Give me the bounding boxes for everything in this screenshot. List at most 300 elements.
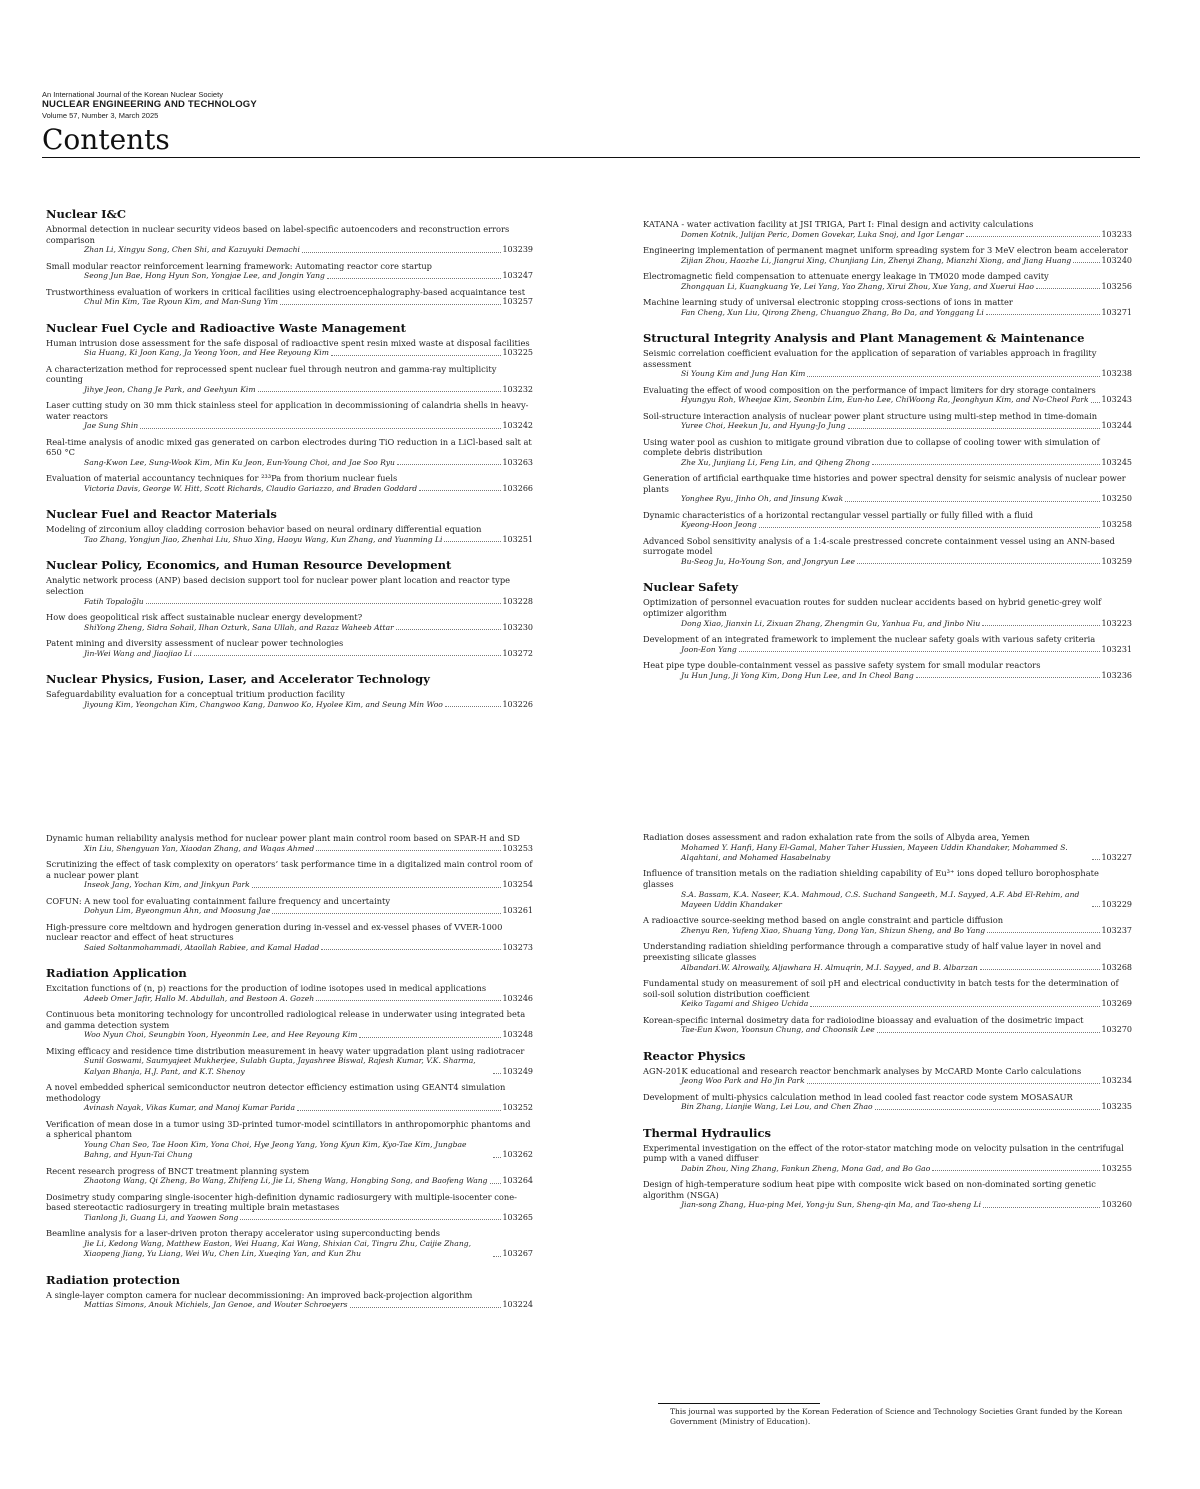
article-entry[interactable] bbox=[643, 1066, 1132, 1087]
article-entry[interactable] bbox=[46, 833, 533, 854]
article-entry[interactable] bbox=[643, 297, 1132, 318]
article-title[interactable]: Engineering implementation of permanent magnet uniform spreading system for 3 MeV electron beam accelerator bbox=[643, 245, 1128, 255]
article-authors: Victoria Davis, George W. Hitt, Scott Richards, Claudio Gariazzo, and Braden Goddard bbox=[84, 483, 418, 493]
section-heading: Nuclear Physics, Fusion, Laser, and Accelerator Technology bbox=[46, 671, 430, 686]
article-page-number[interactable]: 103256 bbox=[1101, 281, 1132, 291]
article-title[interactable]: Dynamic human reliability analysis method for nuclear power plant main control room based on SPAR-H and SD bbox=[46, 833, 520, 843]
article-entry[interactable] bbox=[46, 638, 533, 659]
article-entry[interactable] bbox=[46, 400, 533, 432]
article-page-number[interactable]: 103227 bbox=[1101, 853, 1132, 862]
dot-leader bbox=[240, 1219, 501, 1220]
section-heading: Nuclear I&C bbox=[46, 207, 126, 221]
article-entry[interactable] bbox=[46, 689, 533, 710]
article-title[interactable]: Mixing efficacy and residence time distribution measurement in heavy water upgradation plant using radiotracer bbox=[46, 1045, 525, 1056]
dot-leader bbox=[321, 949, 501, 950]
article-authors: Zhan Li, Xingyu Song, Chen Shi, and Kazuyuki Demachi bbox=[84, 245, 300, 255]
article-byline bbox=[46, 271, 533, 281]
article-page-number[interactable]: 103258 bbox=[1101, 520, 1132, 530]
article-page-number[interactable]: 103250 bbox=[1101, 494, 1132, 504]
article-byline bbox=[643, 520, 1132, 530]
article-page-number[interactable]: 103257 bbox=[502, 297, 533, 307]
article-entry[interactable] bbox=[643, 660, 1132, 681]
article-entry[interactable] bbox=[46, 1082, 533, 1114]
article-entry[interactable] bbox=[643, 915, 1132, 936]
article-page-number[interactable]: 103239 bbox=[502, 245, 533, 255]
article-entry[interactable] bbox=[46, 524, 533, 545]
article-title[interactable]: Design of high-temperature sodium heat pipe with composite wick based on non-dominated sorting genetic algorithm (NSGA) bbox=[643, 1179, 1096, 1200]
article-byline bbox=[643, 421, 1132, 431]
dot-leader bbox=[445, 706, 502, 707]
article-title[interactable]: Fundamental study on measurement of soil pH and electrical conductivity in batch tests for the determination of soil-soil solution distribution coefficient bbox=[643, 978, 1119, 999]
article-page-number[interactable]: 103244 bbox=[1101, 421, 1132, 431]
article-authors: Sang-Kwon Lee, Sung-Wook Kim, Min Ku Jeon, Eun-Young Choi, and Jae Soo Ryu bbox=[84, 457, 395, 467]
article-entry[interactable] bbox=[643, 868, 1132, 910]
dot-leader bbox=[872, 464, 1101, 465]
article-authors: Zhenyu Ren, Yufeng Xiao, Shuang Yang, Dong Yan, Shizun Sheng, and Bo Yang bbox=[681, 926, 986, 935]
article-entry[interactable] bbox=[643, 978, 1132, 1010]
dot-leader bbox=[493, 1073, 501, 1074]
article-page-number[interactable]: 103248 bbox=[502, 1030, 533, 1040]
dot-leader bbox=[810, 1006, 1100, 1007]
article-entry[interactable] bbox=[46, 1119, 533, 1161]
article-page-number[interactable]: 103230 bbox=[502, 622, 533, 632]
article-title[interactable]: High-pressure core meltdown and hydrogen generation during in-vessel and ex-vessel phases of VVER-1000 nuclear reactor and effect of heat structures bbox=[46, 921, 503, 943]
dot-leader bbox=[396, 629, 502, 630]
article-byline bbox=[643, 619, 1132, 629]
article-byline bbox=[643, 843, 1132, 864]
dot-leader bbox=[982, 625, 1100, 626]
article-title[interactable]: AGN-201K educational and research reactor benchmark analyses by McCARD Monte Carlo calculations bbox=[643, 1065, 1082, 1076]
article-authors: Jie Li, Kedong Wang, Matthew Easton, Wei Huang, Kai Wang, Shixian Cai, Tingru Zhu, Caijie Zhang, Xiaopeng Jiang, Yu Liang, Wei Wu, Chen Lin, Xueqing Yan, and Kun Zhu bbox=[84, 1238, 471, 1259]
article-entry[interactable] bbox=[46, 983, 533, 1004]
article-title[interactable]: Abnormal detection in nuclear security videos based on label-specific autoencoders and reconstruction errors comparison bbox=[46, 224, 510, 245]
article-page-number[interactable]: 103228 bbox=[502, 596, 533, 606]
section-heading: Reactor Physics bbox=[643, 1048, 746, 1063]
article-title[interactable]: Advanced Sobol sensitivity analysis of a 1:4-scale prestressed concrete containment vessel using an ANN-based surrogate model bbox=[643, 535, 1115, 557]
article-byline bbox=[46, 1056, 533, 1077]
article-byline bbox=[643, 1200, 1132, 1210]
column-bottom-right bbox=[643, 832, 1132, 1216]
article-page-number[interactable]: 103253 bbox=[502, 843, 533, 853]
article-title[interactable]: Real-time analysis of anodic mixed gas generated on carbon electrodes during TiO reduction in a LiCl-based salt at 650 °C bbox=[46, 436, 532, 458]
article-entry[interactable] bbox=[643, 437, 1132, 469]
article-byline bbox=[46, 1103, 533, 1113]
article-page-number[interactable]: 103252 bbox=[502, 1103, 533, 1113]
article-entry[interactable] bbox=[643, 634, 1132, 655]
dot-leader bbox=[739, 651, 1101, 652]
article-byline bbox=[46, 1239, 533, 1260]
article-entry[interactable] bbox=[643, 510, 1132, 531]
article-title[interactable]: Generation of artificial earthquake time histories and power spectral density for seismic analysis of nuclear power plants bbox=[643, 473, 1126, 494]
article-page-number[interactable]: 103270 bbox=[1101, 1025, 1132, 1035]
column-top-right bbox=[643, 219, 1132, 686]
dot-leader bbox=[1092, 859, 1100, 860]
article-page-number[interactable]: 103254 bbox=[502, 880, 533, 890]
article-entry[interactable] bbox=[643, 411, 1132, 432]
article-title[interactable]: Understanding radiation shielding performance through a comparative study of half value layer in novel and preexisting silicate glasses bbox=[643, 941, 1102, 962]
article-title[interactable]: Electromagnetic field compensation to attenuate energy leakage in TM020 mode damped cavity bbox=[643, 271, 1049, 281]
article-page-number[interactable]: 103223 bbox=[1101, 618, 1132, 628]
article-byline bbox=[643, 458, 1132, 468]
journal-header bbox=[42, 90, 1140, 157]
dot-leader bbox=[316, 1000, 501, 1001]
article-byline bbox=[46, 348, 533, 358]
article-byline bbox=[46, 297, 533, 307]
article-byline bbox=[46, 1030, 533, 1040]
article-title[interactable]: Seismic correlation coefficient evaluation for the application of separation of variables approach in fragility assessment bbox=[643, 348, 1097, 369]
article-entry[interactable] bbox=[46, 1046, 533, 1077]
article-byline bbox=[643, 308, 1132, 318]
article-authors: Tianlong Ji, Guang Li, and Yaowen Song bbox=[84, 1212, 239, 1222]
article-title[interactable]: Using water pool as cushion to mitigate ground vibration due to collapse of cooling tower with simulation of complete debris distribution bbox=[643, 436, 1100, 458]
journal-name: NUCLEAR ENGINEERING AND TECHNOLOGY bbox=[42, 99, 257, 110]
article-entry[interactable] bbox=[46, 1166, 533, 1187]
article-byline bbox=[643, 645, 1132, 655]
article-authors: Albandari.W. Alrowaily, Aljawhara H. Almuqrin, M.I. Sayyed, and B. Albarzan bbox=[681, 962, 978, 972]
section-heading: Thermal Hydraulics bbox=[643, 1125, 771, 1140]
dot-leader bbox=[419, 490, 501, 491]
dot-leader bbox=[302, 252, 501, 253]
article-byline bbox=[643, 494, 1132, 504]
dot-leader bbox=[848, 428, 1101, 429]
article-entry[interactable] bbox=[46, 575, 533, 607]
article-title[interactable]: A single-layer compton camera for nuclear decommissioning: An improved back-projection algorithm bbox=[46, 1289, 473, 1300]
article-title[interactable]: How does geopolitical risk affect sustainable nuclear energy development? bbox=[46, 611, 363, 622]
article-authors: Dabin Zhou, Ning Zhang, Fankun Zheng, Mona Gad, and Bo Gao bbox=[681, 1163, 931, 1173]
article-authors: Jian-song Zhang, Hua-ping Mei, Yong-ju Sun, Sheng-qin Ma, and Tao-sheng Li bbox=[681, 1200, 982, 1210]
column-top-left bbox=[46, 207, 533, 715]
article-byline bbox=[643, 395, 1132, 405]
article-title[interactable]: Soil-structure interaction analysis of nuclear power plant structure using multi-step method in time-domain bbox=[643, 410, 1098, 421]
dot-leader bbox=[916, 677, 1101, 678]
page-title: Contents bbox=[42, 123, 170, 156]
article-entry[interactable] bbox=[643, 348, 1132, 380]
article-entry[interactable] bbox=[46, 473, 533, 494]
article-page-number[interactable]: 103264 bbox=[502, 1176, 533, 1186]
dot-leader bbox=[1073, 262, 1100, 263]
dot-leader bbox=[875, 1109, 1101, 1110]
section-heading: Nuclear Fuel and Reactor Materials bbox=[46, 507, 277, 522]
article-authors: Chul Min Kim, Tae Ryoun Kim, and Man-Sung Yim bbox=[84, 297, 278, 307]
article-byline bbox=[46, 1176, 533, 1186]
dot-leader bbox=[857, 563, 1101, 564]
article-page-number[interactable]: 103242 bbox=[502, 421, 533, 431]
dot-leader bbox=[327, 278, 502, 279]
article-authors: Joon-Eon Yang bbox=[681, 644, 737, 654]
article-byline bbox=[643, 282, 1132, 292]
article-entry[interactable] bbox=[46, 1009, 533, 1041]
article-byline bbox=[643, 1102, 1132, 1112]
volume-info: Volume 57, Number 3, March 2025 bbox=[42, 111, 159, 120]
article-byline bbox=[46, 1140, 533, 1161]
article-page-number[interactable]: 103237 bbox=[1101, 926, 1132, 935]
dot-leader bbox=[280, 304, 501, 305]
article-entry[interactable] bbox=[46, 922, 533, 954]
article-entry[interactable] bbox=[643, 941, 1132, 973]
article-page-number[interactable]: 103255 bbox=[1101, 1163, 1132, 1173]
article-byline bbox=[46, 1213, 533, 1223]
article-authors: Sunil Goswami, Saumyajeet Mukherjee, Sulabh Gupta, Jayashree Biswal, Rajesh Kumar, V.K. Sharma, Kalyan Bhanja, H.J. Pant, and K.T. Shenoy bbox=[84, 1056, 476, 1076]
article-authors: Jiyoung Kim, Yeongchan Kim, Changwoo Kang, Danwoo Ko, Hyolee Kim, and Seung Min Woo bbox=[84, 699, 443, 709]
footnote-divider bbox=[658, 1403, 820, 1404]
article-page-number[interactable]: 103260 bbox=[1101, 1200, 1132, 1210]
dot-leader bbox=[331, 355, 502, 356]
dot-leader bbox=[359, 1037, 501, 1038]
article-authors: Hyungyu Roh, Wheejae Kim, Seonbin Lim, Eun-ho Lee, ChiWoong Ra, Jeonghyun Kim, and No-Cheol Park bbox=[681, 395, 1089, 405]
article-authors: Yonghee Ryu, Jinho Oh, and Jinsung Kwak bbox=[681, 494, 844, 504]
article-page-number[interactable]: 103235 bbox=[1101, 1102, 1132, 1112]
article-page-number[interactable]: 103245 bbox=[1101, 457, 1132, 467]
dot-leader bbox=[966, 236, 1101, 237]
article-title[interactable]: Evaluating the effect of wood composition on the performance of impact limiters for dry storage containers bbox=[643, 384, 1096, 395]
dot-leader bbox=[493, 1256, 501, 1257]
article-page-number[interactable]: 103262 bbox=[502, 1150, 533, 1160]
article-byline bbox=[46, 385, 533, 395]
article-entry[interactable] bbox=[46, 859, 533, 891]
article-page-number[interactable]: 103226 bbox=[502, 699, 533, 709]
dot-leader bbox=[316, 850, 501, 851]
dot-leader bbox=[444, 541, 501, 542]
dot-leader bbox=[986, 314, 1101, 315]
article-title[interactable]: Scrutinizing the effect of task complexity on operators’ task performance time in a digitalized main control room of a nuclear power plant bbox=[46, 859, 533, 880]
article-page-number[interactable]: 103233 bbox=[1101, 229, 1132, 239]
article-authors: Avinash Nayak, Vikas Kumar, and Manoj Kumar Parida bbox=[84, 1103, 296, 1113]
article-entry[interactable] bbox=[643, 271, 1132, 292]
article-entry[interactable] bbox=[643, 832, 1132, 863]
article-byline bbox=[643, 1164, 1132, 1174]
article-authors: Xin Liu, Shengyuan Yan, Xiaodan Zhang, and Waqas Ahmed bbox=[84, 843, 315, 853]
article-authors: Zhe Xu, Junjiang Li, Feng Lin, and Qiheng Zhong bbox=[681, 457, 870, 467]
article-title[interactable]: COFUN: A new tool for evaluating containment failure frequency and uncertainty bbox=[46, 895, 391, 906]
article-page-number[interactable]: 103272 bbox=[502, 648, 533, 658]
article-byline bbox=[46, 421, 533, 431]
article-title[interactable]: Verification of mean dose in a tumor using 3D-printed tumor-model scintillators in anthropomorphic phantoms and a spherical phantom bbox=[46, 1118, 531, 1140]
section-heading: Nuclear Fuel Cycle and Radioactive Waste Management bbox=[46, 320, 406, 335]
article-page-number[interactable]: 103236 bbox=[1101, 670, 1132, 680]
article-byline bbox=[46, 458, 533, 468]
article-title[interactable]: Machine learning study of universal electronic stopping cross-sections of ions in matter bbox=[643, 297, 1013, 307]
article-title[interactable]: A characterization method for reprocessed spent nuclear fuel through neutron and gamma-ray multiplicity counting bbox=[46, 363, 497, 385]
article-entry[interactable] bbox=[643, 473, 1132, 505]
article-title[interactable]: Evaluation of material accountancy techniques for ²³³Pa from thorium nuclear fuels bbox=[46, 473, 398, 484]
article-page-number[interactable]: 103224 bbox=[502, 1300, 533, 1310]
article-title[interactable]: Korean-specific internal dosimetry data for radioiodine bioassay and evaluation of the dosimetric impact bbox=[643, 1014, 1084, 1025]
article-title[interactable]: Safeguardability evaluation for a conceptual tritium production facility bbox=[46, 688, 345, 699]
dot-leader bbox=[493, 1157, 501, 1158]
article-authors: Adeeb Omer Jafir, Hallo M. Abdullah, and Bestoon A. Gozeh bbox=[84, 993, 315, 1003]
dot-leader bbox=[258, 391, 502, 392]
article-entry[interactable] bbox=[46, 1192, 533, 1224]
article-entry[interactable] bbox=[46, 612, 533, 633]
article-byline bbox=[46, 245, 533, 255]
section-heading: Nuclear Safety bbox=[643, 580, 739, 595]
article-entry[interactable] bbox=[46, 261, 533, 282]
article-title[interactable]: Human intrusion dose assessment for the safe disposal of radioactive spent resin mixed waste at disposal facilities bbox=[46, 337, 530, 348]
dot-leader bbox=[350, 1307, 502, 1308]
article-page-number[interactable]: 103265 bbox=[502, 1212, 533, 1222]
article-byline bbox=[643, 369, 1132, 379]
dot-leader bbox=[1091, 402, 1101, 403]
article-page-number[interactable]: 103267 bbox=[502, 1249, 533, 1259]
funding-footnote: This journal was supported by the Korean Federation of Science and Technology Societies Grant funded by the Korean Government (Ministry of Education). bbox=[670, 1407, 1123, 1426]
article-byline bbox=[46, 623, 533, 633]
dot-leader bbox=[140, 428, 501, 429]
article-entry[interactable] bbox=[46, 896, 533, 917]
article-entry[interactable] bbox=[46, 437, 533, 469]
dot-leader bbox=[194, 655, 502, 656]
article-authors: Mattias Simons, Anouk Michiels, Jan Genoe, and Wouter Schroeyers bbox=[84, 1300, 348, 1310]
article-entry[interactable] bbox=[643, 1015, 1132, 1036]
article-byline bbox=[643, 1025, 1132, 1035]
article-byline bbox=[46, 484, 533, 494]
article-page-number[interactable]: 103271 bbox=[1101, 307, 1132, 317]
article-byline bbox=[643, 926, 1132, 936]
article-title[interactable]: Radiation doses assessment and radon exhalation rate from the soils of Albyda area, Yemen bbox=[643, 832, 1030, 842]
article-authors: Bu-Seog Ju, Ho-Young Son, and Jongryun Lee bbox=[681, 556, 855, 566]
article-title[interactable]: Beamline analysis for a laser-driven proton therapy accelerator using superconducting bends bbox=[46, 1228, 441, 1239]
article-title[interactable]: Trustworthiness evaluation of workers in critical facilities using electroencephalography-based acquaintance test bbox=[46, 286, 526, 297]
article-page-number[interactable]: 103261 bbox=[502, 906, 533, 916]
article-title[interactable]: Development of an integrated framework to implement the nuclear safety goals with various safety criteria bbox=[643, 633, 1096, 644]
article-authors: Woo Nyun Choi, Seungbin Yoon, Hyeonmin Lee, and Hee Reyoung Kim bbox=[84, 1030, 358, 1040]
article-byline bbox=[643, 557, 1132, 567]
article-authors: Dong Xiao, Jianxin Li, Zixuan Zhang, Zhengmin Gu, Yanhua Fu, and Jinbo Niu bbox=[681, 618, 981, 628]
article-page-number[interactable]: 103269 bbox=[1101, 999, 1132, 1009]
article-title[interactable]: Laser cutting study on 30 mm thick stainless steel for application in decommissioning of calandria shells in heavy-water reactors bbox=[46, 400, 529, 421]
article-page-number[interactable]: 103266 bbox=[502, 483, 533, 493]
article-byline bbox=[46, 597, 533, 607]
article-authors: Kyeong-Hoon Jeong bbox=[681, 520, 757, 530]
article-page-number[interactable]: 103268 bbox=[1101, 962, 1132, 972]
article-authors: S.A. Bassam, K.A. Naseer, K.A. Mahmoud, C.S. Suchand Sangeeth, M.I. Sayyed, A.F. Abd El-Rehim, and Mayeen Uddin Khandaker bbox=[681, 889, 1080, 909]
article-entry[interactable] bbox=[643, 597, 1132, 629]
article-page-number[interactable]: 103234 bbox=[1101, 1076, 1132, 1086]
article-entry[interactable] bbox=[643, 1143, 1132, 1175]
article-page-number[interactable]: 103246 bbox=[502, 993, 533, 1003]
article-page-number[interactable]: 103232 bbox=[502, 384, 533, 394]
dot-leader bbox=[272, 913, 501, 914]
article-entry[interactable] bbox=[643, 245, 1132, 266]
article-entry[interactable] bbox=[46, 338, 533, 359]
header-divider bbox=[42, 157, 1140, 158]
section-heading: Nuclear Policy, Economics, and Human Resource Development bbox=[46, 558, 452, 573]
article-entry[interactable] bbox=[643, 219, 1132, 240]
dot-leader bbox=[987, 932, 1100, 933]
dot-leader bbox=[759, 527, 1101, 528]
article-title[interactable]: Optimization of personnel evacuation routes for sudden nuclear accidents based on hybrid genetic-grey wolf optimizer algorithm bbox=[643, 597, 1102, 618]
article-authors: Yuree Choi, Heekun Ju, and Hyung-Jo Jung bbox=[681, 421, 846, 431]
dot-leader bbox=[1092, 906, 1100, 907]
article-title[interactable]: Excitation functions of (n, p) reactions for the production of iodine isotopes used in medical applications bbox=[46, 983, 487, 994]
article-authors: Keiko Tagami and Shigeo Uchida bbox=[681, 999, 809, 1009]
article-title[interactable]: Patent mining and diversity assessment of nuclear power technologies bbox=[46, 637, 344, 648]
article-page-number[interactable]: 103238 bbox=[1101, 369, 1132, 379]
article-title[interactable]: Heat pipe type double-containment vessel as passive safety system for small modular reactors bbox=[643, 659, 1041, 670]
article-title[interactable]: Analytic network process (ANP) based decision support tool for nuclear power plant location and reactor type selection bbox=[46, 575, 511, 596]
article-authors: Jae Sung Shin bbox=[84, 421, 139, 431]
article-authors: Jin-Wei Wang and Jiaojiao Li bbox=[84, 648, 192, 658]
article-byline bbox=[46, 535, 533, 545]
article-entry[interactable] bbox=[643, 385, 1132, 406]
article-byline bbox=[643, 999, 1132, 1009]
article-byline bbox=[643, 230, 1132, 240]
article-entry[interactable] bbox=[643, 536, 1132, 568]
dot-leader bbox=[807, 376, 1100, 377]
article-title[interactable]: Modeling of zirconium alloy cladding corrosion behavior based on neural ordinary differential equation bbox=[46, 524, 482, 535]
article-authors: Zhaotong Wang, Qi Zheng, Bo Wang, Zhifeng Li, Jie Li, Sheng Wang, Hongbing Song, and Baofeng Wang bbox=[84, 1176, 488, 1186]
article-authors: Dohyun Lim, Byeongmun Ahn, and Moosung Jae bbox=[84, 906, 271, 916]
article-byline bbox=[46, 700, 533, 710]
dot-leader bbox=[980, 969, 1101, 970]
article-title[interactable]: Experimental investigation on the effect of the rotor-stator matching mode on velocity pulsation in the centrifugal pump with a vaned diffuser bbox=[643, 1142, 1124, 1164]
dot-leader bbox=[146, 603, 502, 604]
article-page-number[interactable]: 103273 bbox=[502, 942, 533, 952]
article-title[interactable]: Small modular reactor reinforcement learning framework: Automating reactor core startup bbox=[46, 260, 432, 271]
article-title[interactable]: Development of multi-physics calculation method in lead cooled fast reactor code system MOSASAUR bbox=[643, 1091, 1073, 1102]
article-title[interactable]: KATANA - water activation facility at JSI TRIGA, Part I: Final design and activity calculations bbox=[643, 219, 1034, 229]
article-byline bbox=[46, 880, 533, 890]
article-page-number[interactable]: 103263 bbox=[502, 457, 533, 467]
article-entry[interactable] bbox=[46, 364, 533, 396]
article-entry[interactable] bbox=[46, 224, 533, 256]
dot-leader bbox=[845, 501, 1100, 502]
dot-leader bbox=[397, 464, 502, 465]
article-byline bbox=[643, 671, 1132, 681]
article-entry[interactable] bbox=[46, 1290, 533, 1311]
article-authors: Ju Hun Jung, Ji Yong Kim, Dong Hun Lee, and In Cheol Bang bbox=[681, 670, 914, 680]
article-title[interactable]: Dosimetry study comparing single-isocenter high-definition dynamic radiosurgery with multiple-isocenter cone-based stereotactic radiosurgery in treating multiple brain metastases bbox=[46, 1191, 517, 1213]
article-entry[interactable] bbox=[46, 287, 533, 308]
article-title[interactable]: A novel embedded spherical semiconductor neutron detector efficiency estimation using GEANT4 simulation methodology bbox=[46, 1082, 506, 1103]
article-authors: Jeong Woo Park and Ho Jin Park bbox=[681, 1076, 805, 1086]
article-authors: Seong Jun Bae, Hong Hyun Son, Yongjae Lee, and Jongin Yang bbox=[84, 271, 325, 281]
article-entry[interactable] bbox=[46, 1228, 533, 1259]
dot-leader bbox=[297, 1110, 501, 1111]
article-page-number[interactable]: 103225 bbox=[502, 348, 533, 358]
article-page-number[interactable]: 103249 bbox=[502, 1066, 533, 1076]
article-authors: Saied Soltanmohammadi, Ataollah Rabiee, and Kamal Hadad bbox=[84, 942, 320, 952]
journal-subtitle: An International Journal of the Korean Nuclear Society bbox=[42, 90, 223, 99]
section-heading: Radiation Application bbox=[46, 966, 187, 981]
article-page-number[interactable]: 103247 bbox=[502, 271, 533, 281]
article-authors: Bin Zhang, Lianjie Wang, Lei Lou, and Chen Zhao bbox=[681, 1102, 873, 1112]
article-authors: Young Chan Seo, Tae Hoon Kim, Yona Choi, Hye Jeong Yang, Yong Kyun Kim, Kyo-Tae Kim, Jungbae Bahng, and Hyun-Tai Chung bbox=[84, 1139, 467, 1160]
article-authors: Tae-Eun Kwon, Yoonsun Chung, and Choonsik Lee bbox=[681, 1025, 875, 1035]
article-entry[interactable] bbox=[643, 1179, 1132, 1211]
article-title[interactable]: Continuous beta monitoring technology for uncontrolled radiological release in underwater using integrated beta and gamma detection system bbox=[46, 1009, 526, 1030]
article-title[interactable]: Influence of transition metals on the radiation shielding capability of Eu³⁺ ions doped telluro borophosphate glasses bbox=[643, 868, 1099, 889]
article-page-number[interactable]: 103229 bbox=[1101, 900, 1132, 909]
section-heading: Structural Integrity Analysis and Plant Management & Maintenance bbox=[643, 331, 1085, 345]
article-page-number[interactable]: 103231 bbox=[1101, 644, 1132, 654]
article-entry[interactable] bbox=[643, 1092, 1132, 1113]
article-byline bbox=[46, 649, 533, 659]
dot-leader bbox=[877, 1032, 1101, 1033]
article-byline bbox=[643, 256, 1132, 266]
article-page-number[interactable]: 103243 bbox=[1101, 395, 1132, 405]
dot-leader bbox=[983, 1207, 1100, 1208]
dot-leader bbox=[252, 887, 502, 888]
article-title[interactable]: Dynamic characteristics of a horizontal rectangular vessel partially or fully filled with a fluid bbox=[643, 509, 1034, 520]
article-page-number[interactable]: 103240 bbox=[1101, 255, 1132, 265]
article-page-number[interactable]: 103251 bbox=[502, 534, 533, 544]
article-title[interactable]: Recent research progress of BNCT treatment planning system bbox=[46, 1165, 310, 1176]
article-byline bbox=[46, 943, 533, 953]
article-title[interactable]: A radioactive source-seeking method based on angle constraint and particle diffusion bbox=[643, 915, 1004, 926]
article-authors: Domen Kotnik, Julijan Peric, Domen Govekar, Luka Snoj, and Igor Lengar bbox=[681, 229, 964, 239]
article-page-number[interactable]: 103259 bbox=[1101, 556, 1132, 566]
dot-leader bbox=[932, 1170, 1100, 1171]
